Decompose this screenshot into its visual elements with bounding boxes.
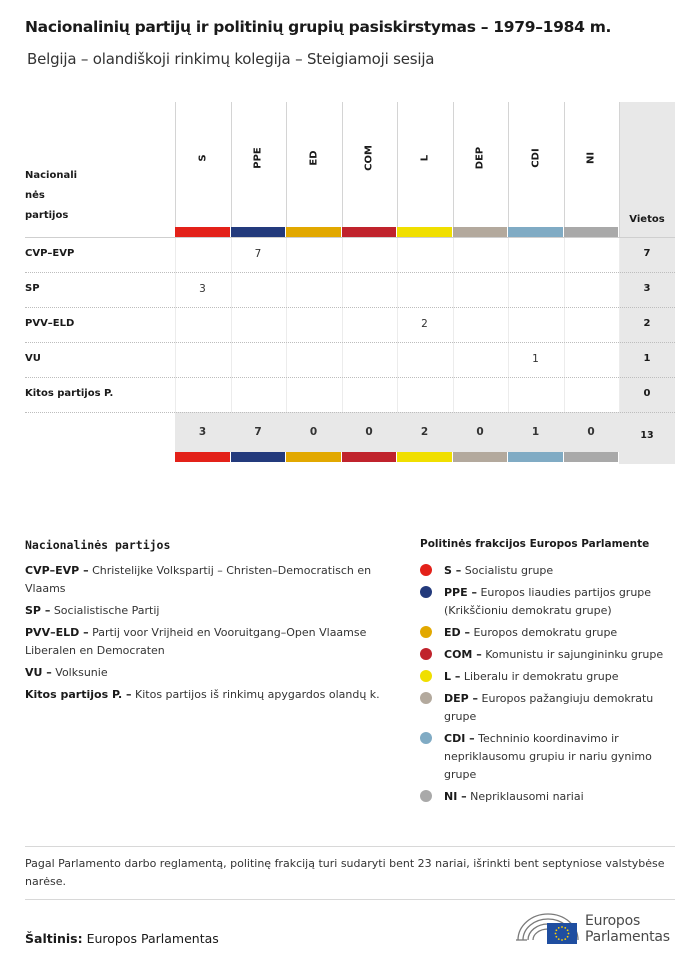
- row-party-label: VU: [25, 353, 41, 364]
- european-parliament-logo: [515, 910, 675, 946]
- group-code: L: [419, 154, 430, 162]
- group-color-bar: [342, 452, 397, 462]
- party-name: Socialistische Partij: [53, 604, 160, 617]
- group-abbr: S –: [444, 564, 462, 577]
- group-abbr: NI –: [444, 790, 467, 803]
- group-total: 0: [476, 426, 484, 438]
- group-header-l: [397, 102, 452, 227]
- divider: [25, 846, 675, 847]
- group-code: COM: [363, 145, 375, 171]
- group-color-bar: [286, 227, 341, 237]
- row-seats-value: 1: [643, 353, 651, 364]
- national-party-item: [25, 624, 380, 660]
- group-color-bar: [397, 452, 452, 462]
- row-party-label: Kitos partijos P.: [25, 388, 114, 399]
- group-header-s: [175, 102, 230, 227]
- group-color-dot-icon: [420, 732, 432, 744]
- row-header-line: partijos: [25, 210, 69, 221]
- flag-star-icon: [568, 933, 570, 935]
- group-name: Techninio koordinavimo ir nepriklausomu grupiu ir nariu gynimo grupe: [444, 732, 652, 781]
- row-seats-value: 0: [643, 388, 651, 399]
- group-total: 3: [198, 426, 207, 438]
- row-separator: [25, 307, 675, 308]
- flag-star-icon: [558, 927, 560, 929]
- flag-star-icon: [558, 938, 560, 940]
- group-code: CDI: [530, 148, 541, 168]
- flag-star-icon: [564, 938, 566, 940]
- header-separator: [25, 237, 675, 238]
- column-divider: [175, 237, 176, 412]
- group-color-bar: [453, 452, 508, 462]
- row-seats-value: 3: [643, 283, 651, 294]
- table-cell: 2: [421, 318, 428, 330]
- row-header-line: Nacionali: [25, 170, 78, 181]
- group-header-dep: [453, 102, 508, 227]
- group-color-bar: [286, 452, 341, 462]
- group-total: 0: [365, 426, 373, 438]
- group-color-dot-icon: [420, 586, 432, 598]
- national-parties-title: Nacionalinės partijos: [25, 538, 171, 552]
- group-header-ni: [564, 102, 619, 227]
- group-abbr: ED –: [444, 626, 470, 639]
- group-code: S: [197, 154, 208, 162]
- party-abbr: Kitos partijos P. –: [25, 688, 132, 701]
- flag-star-icon: [555, 933, 557, 935]
- national-party-item: [25, 562, 380, 598]
- divider: [25, 899, 675, 900]
- political-group-item: [420, 730, 675, 784]
- page-title: Nacionalinių partijų ir politinių grupių pasiskirstymas – 1979–1984 m.: [25, 18, 612, 36]
- row-header: [25, 166, 85, 226]
- row-separator: [25, 412, 675, 413]
- group-color-bar: [564, 227, 619, 237]
- group-header-ppe: [231, 102, 286, 227]
- group-color-bar: [175, 452, 230, 462]
- group-total: 2: [420, 426, 429, 438]
- row-seats-value: 7: [643, 248, 651, 259]
- group-color-dot-icon: [420, 626, 432, 638]
- group-color-bar: [564, 452, 619, 462]
- table-cell: 7: [254, 248, 262, 260]
- group-color-bar: [508, 227, 563, 237]
- row-seats-value: 2: [643, 318, 651, 329]
- row-party-label: SP: [25, 283, 40, 294]
- group-name: Liberalu ir demokratu grupe: [463, 670, 619, 683]
- party-abbr: CVP–EVP –: [25, 564, 89, 577]
- national-party-item: [25, 602, 380, 620]
- flag-star-icon: [567, 936, 569, 938]
- group-color-bar: [231, 452, 286, 462]
- flag-star-icon: [561, 939, 563, 941]
- group-header-ed: [286, 102, 341, 227]
- column-divider: [453, 237, 454, 412]
- column-divider: [508, 237, 509, 412]
- group-name: Europos demokratu grupe: [473, 626, 618, 639]
- party-abbr: VU –: [25, 666, 52, 679]
- group-color-dot-icon: [420, 670, 432, 682]
- party-name: Kitos partijos iš rinkimų apygardos olandų k.: [135, 688, 380, 701]
- group-header-com: [342, 102, 397, 227]
- party-abbr: PVV–ELD –: [25, 626, 89, 639]
- source-text: Europos Parlamentas: [86, 931, 219, 946]
- national-party-item: [25, 664, 380, 682]
- seat-distribution-table: [25, 102, 675, 464]
- group-abbr: PPE –: [444, 586, 477, 599]
- group-total: 0: [587, 426, 595, 438]
- political-groups-title: Politinės frakcijos Europos Parlamente: [420, 538, 650, 550]
- group-total: 7: [254, 426, 262, 438]
- party-name: Partij voor Vrijheid en Vooruitgang–Open Vlaamse Liberalen en Democraten: [25, 626, 367, 657]
- group-code: DEP: [474, 146, 486, 170]
- seats-header: Vietos: [629, 214, 665, 225]
- political-groups-legend: [420, 562, 675, 810]
- group-abbr: L –: [444, 670, 461, 683]
- table-cell: 3: [199, 283, 206, 295]
- national-parties-legend: [25, 562, 380, 708]
- group-header-cdi: [508, 102, 563, 227]
- row-separator: [25, 342, 675, 343]
- column-divider: [286, 237, 287, 412]
- group-code: ED: [308, 150, 319, 166]
- row-header-line: nės: [25, 190, 45, 201]
- group-total: 0: [309, 426, 318, 438]
- group-color-bar: [397, 227, 452, 237]
- group-name: Europos pažangiuju demokratu grupe: [444, 692, 654, 723]
- group-code: PPE: [252, 147, 264, 169]
- table-cell: 1: [532, 353, 539, 365]
- group-color-bar: [508, 452, 563, 462]
- row-party-label: CVP–EVP: [25, 248, 75, 259]
- group-name: Socialistu grupe: [464, 564, 554, 577]
- flag-star-icon: [564, 927, 566, 929]
- group-name: Nepriklausomi nariai: [470, 790, 584, 803]
- parliament-emblem-icon: [515, 910, 581, 946]
- group-color-dot-icon: [420, 564, 432, 576]
- source-label: Šaltinis:: [25, 931, 83, 946]
- column-divider: [342, 237, 343, 412]
- group-abbr: DEP –: [444, 692, 479, 705]
- group-color-bar: [342, 227, 397, 237]
- group-name: Europos liaudies partijos grupe (Krikščioniu demokratu grupe): [444, 586, 652, 617]
- group-color-dot-icon: [420, 692, 432, 704]
- flag-star-icon: [561, 926, 563, 928]
- political-group-item: [420, 646, 675, 664]
- group-abbr: COM –: [444, 648, 482, 661]
- group-color-bar: [231, 227, 286, 237]
- total-seats: 13: [640, 430, 654, 441]
- group-total: 1: [531, 426, 540, 438]
- group-color-bar: [175, 227, 230, 237]
- political-group-item: [420, 690, 675, 726]
- flag-star-icon: [567, 929, 569, 931]
- row-party-label: PVV–ELD: [25, 318, 75, 329]
- party-name: Christelijke Volkspartij – Christen–Democratisch en Vlaams: [25, 564, 372, 595]
- row-separator: [25, 272, 675, 273]
- column-divider: [564, 237, 565, 412]
- flag-star-icon: [555, 929, 557, 931]
- group-color-bar: [453, 227, 508, 237]
- logo-line-2: Parlamentas: [585, 929, 670, 945]
- political-group-item: [420, 788, 675, 806]
- group-abbr: CDI –: [444, 732, 475, 745]
- group-color-dot-icon: [420, 790, 432, 802]
- group-color-dot-icon: [420, 648, 432, 660]
- political-group-item: [420, 562, 675, 580]
- political-group-item: [420, 584, 675, 620]
- party-abbr: SP –: [25, 604, 51, 617]
- footnote: Pagal Parlamento darbo reglamentą, politinę frakciją turi sudaryti bent 23 nariai, išrinkti bent septyniose valstybėse narėse.: [25, 857, 665, 888]
- column-divider: [619, 102, 620, 237]
- row-separator: [25, 377, 675, 378]
- page-subtitle: Belgija – olandiškoji rinkimų kolegija – Steigiamoji sesija: [27, 50, 435, 68]
- political-group-item: [420, 668, 675, 686]
- national-party-item: [25, 686, 380, 704]
- political-group-item: [420, 624, 675, 642]
- group-code: NI: [585, 151, 597, 165]
- logo-line-1: Europos: [585, 913, 641, 929]
- column-divider: [231, 237, 232, 412]
- group-name: Komunistu ir sajungininku grupe: [485, 648, 664, 661]
- flag-star-icon: [555, 936, 557, 938]
- source-line: [25, 931, 219, 946]
- party-name: Volksunie: [55, 666, 108, 679]
